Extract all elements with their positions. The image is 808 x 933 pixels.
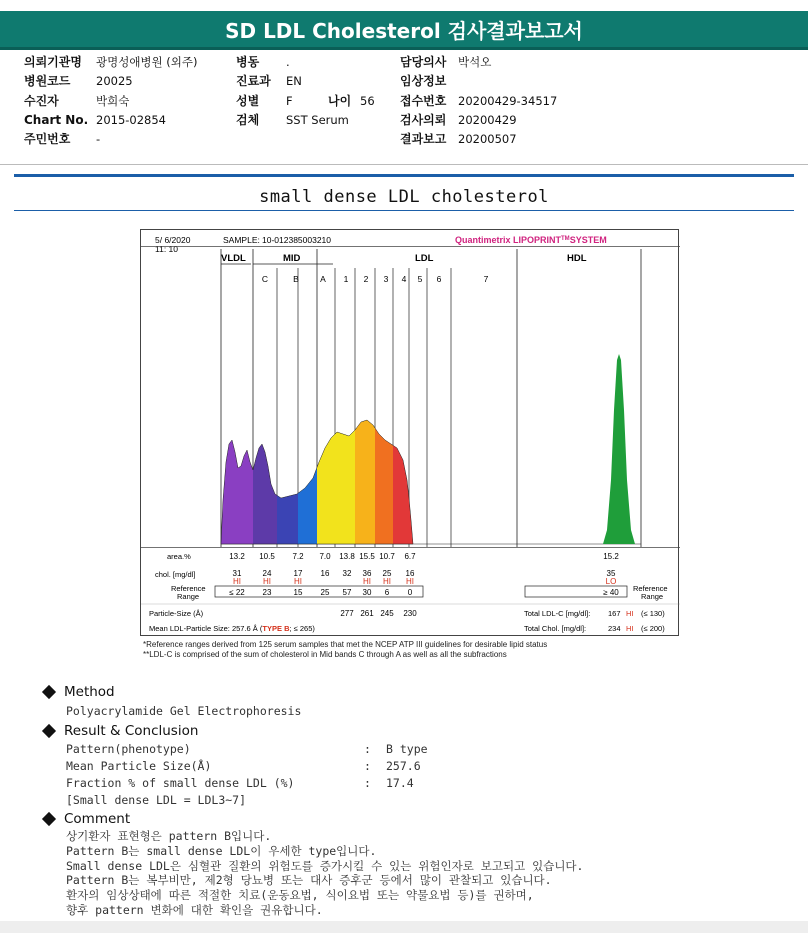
hdl-peak-fill	[601, 230, 641, 544]
ref-value: 30	[362, 588, 372, 597]
comment-heading: Comment	[64, 811, 131, 827]
subband-label: 5	[417, 274, 423, 284]
area-value: 15.5	[359, 552, 375, 561]
result-table	[66, 742, 566, 810]
result-section	[44, 723, 566, 810]
row-label-area: area.%	[167, 552, 191, 561]
footnote-2: **LDL-C is comprised of the sum of cholesterol in Mid bands C through A as well as all the subfractions	[143, 649, 507, 659]
result-note-text: [Small dense LDL = LDL3~7]	[66, 793, 247, 807]
ref-value: 23	[262, 588, 272, 597]
reference-box	[215, 586, 423, 597]
hi-flag: HI	[263, 577, 271, 586]
size-value: 261	[360, 609, 374, 618]
chart-date: 5/ 6/2020	[155, 235, 191, 245]
chol-value: 16	[405, 569, 415, 578]
sample-label: SAMPLE:	[223, 235, 260, 245]
chol-value: 24	[262, 569, 272, 578]
hi-flag: HI	[383, 577, 391, 586]
hi-flag: HI	[363, 577, 371, 586]
result-value: 257.6	[386, 759, 421, 773]
lipoprint-svg	[141, 230, 680, 637]
info-label: 의뢰기관명	[24, 55, 82, 69]
area-value: 10.7	[379, 552, 395, 561]
result-label: Pattern(phenotype)	[66, 742, 191, 756]
ref-right-2: Range	[641, 592, 664, 601]
comment-line: Pattern B는 small dense LDL이 우세한 type입니다.	[66, 843, 377, 858]
info-value: 박석오	[458, 55, 492, 69]
area-value: 10.5	[259, 552, 275, 561]
chol-value: 17	[293, 569, 303, 578]
chol-value: 36	[362, 569, 372, 578]
ref-value: 15	[293, 588, 303, 597]
result-row	[66, 759, 566, 776]
ref-value: ≤ 22	[229, 588, 245, 597]
info-label: 진료과	[236, 74, 271, 89]
subband-label: 3	[383, 274, 389, 284]
total-chol-label: Total Chol. [mg/dl]:	[524, 624, 587, 633]
total-ldl-flag: HI	[626, 609, 634, 618]
footnote-1: *Reference ranges derived from 125 serum samples that met the NCEP ATP III guidelines for desirable lipid status	[143, 640, 548, 649]
info-col-1	[24, 53, 234, 149]
info-label: 접수번호	[400, 93, 447, 108]
brand-suffix: SYSTEM	[569, 235, 607, 245]
hi-flag: HI	[233, 577, 241, 586]
info-label-age: 나이	[328, 93, 352, 108]
hi-flag: HI	[294, 577, 302, 586]
brand-main: Quantimetrix LIPOPRINT	[455, 235, 562, 245]
info-value: 20200429	[458, 112, 517, 127]
ref-value: 57	[342, 588, 352, 597]
colon: :	[364, 759, 371, 773]
diamond-bullet-icon	[42, 812, 56, 826]
info-value: 20200429-34517	[458, 93, 558, 108]
result-row	[66, 742, 566, 759]
lipoprint-chart	[140, 229, 679, 636]
area-hdl-value: 15.2	[603, 552, 619, 561]
info-value: 박희숙	[96, 93, 130, 108]
result-value: 17.4	[386, 776, 414, 790]
area-value: 13.2	[229, 552, 245, 561]
method-heading: Method	[64, 684, 115, 700]
total-ldl-label: Total LDL-C [mg/dl]:	[524, 609, 591, 618]
method-section	[44, 684, 301, 718]
row-label-size: Particle-Size (Å)	[149, 609, 204, 618]
section-title: small dense LDL cholesterol	[259, 187, 549, 207]
ref-hdl-value: ≥ 40	[603, 588, 619, 597]
info-col-2	[236, 53, 396, 130]
row-label-ref: Reference	[171, 584, 206, 593]
hi-flag: HI	[406, 577, 414, 586]
total-chol-value: 234	[608, 624, 621, 633]
report-title: SD LDL Cholesterol 검사결과보고서	[225, 18, 583, 43]
info-label: 병동	[236, 55, 260, 69]
ref-value: 0	[407, 588, 413, 597]
size-value: 245	[380, 609, 394, 618]
chol-value: 32	[342, 569, 352, 578]
info-label: 결과보고	[400, 132, 447, 147]
section-rule-top	[14, 174, 794, 177]
result-label: Mean Particle Size(Å)	[66, 759, 212, 773]
size-value: 230	[403, 609, 417, 618]
bottom-strip	[0, 921, 808, 933]
subband-label: 1	[343, 274, 349, 284]
result-value: B type	[386, 742, 428, 756]
colon: :	[364, 776, 371, 790]
info-value: 광명성애병원 (외주)	[96, 55, 198, 69]
chol-value: 25	[382, 569, 392, 578]
group-ldl: LDL	[415, 253, 434, 264]
chart-time: 11: 10	[155, 244, 179, 254]
comment-line: 향후 pattern 변화에 대한 확인을 권유합니다.	[66, 902, 323, 917]
area-value: 7.0	[319, 552, 331, 561]
subband-label: A	[320, 274, 326, 284]
patient-info	[24, 53, 784, 163]
info-value: .	[286, 55, 290, 69]
chol-hdl-value: 35	[606, 569, 616, 578]
table-rows	[141, 552, 680, 633]
header-divider	[0, 164, 808, 165]
brand-name	[455, 235, 607, 245]
ref-value: 25	[320, 588, 330, 597]
info-label: 검체	[236, 112, 260, 127]
chol-value: 16	[320, 569, 330, 578]
diamond-bullet-icon	[42, 724, 56, 738]
method-text: Polyacrylamide Gel Electrophoresis	[66, 704, 302, 718]
hdl-fill	[601, 230, 641, 544]
profile-band-fill	[298, 230, 317, 544]
info-value-age: 56	[360, 93, 375, 108]
total-chol-flag: HI	[626, 624, 634, 633]
subband-label: 6	[436, 274, 442, 284]
ref-value: 6	[384, 588, 390, 597]
info-col-3	[400, 53, 700, 149]
comment-body	[66, 829, 583, 918]
comment-line: 상기환자 표현형은 pattern B입니다.	[66, 829, 272, 843]
profile-band-fill	[221, 230, 253, 544]
info-label: 수진자	[24, 93, 59, 108]
info-label: 주민번호	[24, 132, 71, 147]
colon: :	[364, 742, 371, 756]
comment-section	[44, 811, 583, 918]
info-value: 20025	[96, 74, 133, 89]
group-mid: MID	[283, 253, 301, 264]
subband-label: 4	[401, 274, 407, 284]
info-label: Chart No.	[24, 112, 89, 127]
info-label: 병원코드	[24, 74, 71, 89]
group-vldl: VLDL	[221, 253, 246, 264]
info-value: -	[96, 132, 101, 147]
result-label: Fraction % of small dense LDL (%)	[66, 776, 295, 790]
row-label-ref-2: Range	[177, 592, 200, 601]
subband-label: B	[293, 274, 299, 284]
total-ldl-ref: (≤ 130)	[641, 609, 665, 618]
diamond-bullet-icon	[42, 685, 56, 699]
group-hdl: HDL	[567, 253, 587, 264]
area-value: 6.7	[404, 552, 416, 561]
sample-id: 10-012385003210	[262, 235, 332, 245]
area-value: 13.8	[339, 552, 355, 561]
info-value: F	[286, 93, 293, 108]
lo-flag: LO	[605, 577, 617, 586]
result-heading: Result & Conclusion	[64, 723, 199, 739]
total-chol-ref: (≤ 200)	[641, 624, 665, 633]
result-row	[66, 776, 566, 793]
info-value: 2015-02854	[96, 112, 166, 127]
section-rule-bottom	[14, 210, 794, 211]
comment-line: 환자의 임상상태에 따른 적절한 치료(운동요법, 식이요법 또는 약물요법 등)를 권하며,	[66, 888, 534, 903]
result-note	[66, 793, 566, 810]
row-label-chol: chol. [mg/dl]	[155, 570, 196, 579]
size-value: 277	[340, 609, 354, 618]
total-ldl-value: 167	[608, 609, 621, 618]
info-value: EN	[286, 74, 302, 89]
info-label: 검사의뢰	[400, 112, 447, 127]
comment-line: Small dense LDL은 심혈관 질환의 위험도를 증가시킬 수 있는 위험인자로 보고되고 있습니다.	[66, 858, 584, 873]
subband-label: 7	[483, 274, 489, 284]
info-value: SST Serum	[286, 112, 349, 127]
footnotes	[143, 640, 547, 659]
area-value: 7.2	[292, 552, 304, 561]
chol-value: 31	[232, 569, 242, 578]
brand-tm: TM	[561, 236, 570, 242]
mean-size: Mean LDL-Particle Size: 257.6 Å (TYPE B; ≤ 265)	[149, 624, 315, 633]
info-label: 성별	[236, 93, 260, 108]
report-title-band	[0, 11, 808, 47]
subband-label: 2	[363, 274, 369, 284]
ref-right-1: Reference	[633, 584, 668, 593]
info-label: 담당의사	[400, 55, 447, 69]
comment-line: Pattern B는 복부비만, 제2형 당뇨병 또는 대사 증후군 등에서 많이 관찰되고 있습니다.	[66, 873, 552, 888]
info-value: 20200507	[458, 132, 517, 147]
info-label: 임상정보	[400, 74, 447, 89]
subband-label: C	[261, 274, 269, 284]
title-underline	[0, 47, 808, 50]
